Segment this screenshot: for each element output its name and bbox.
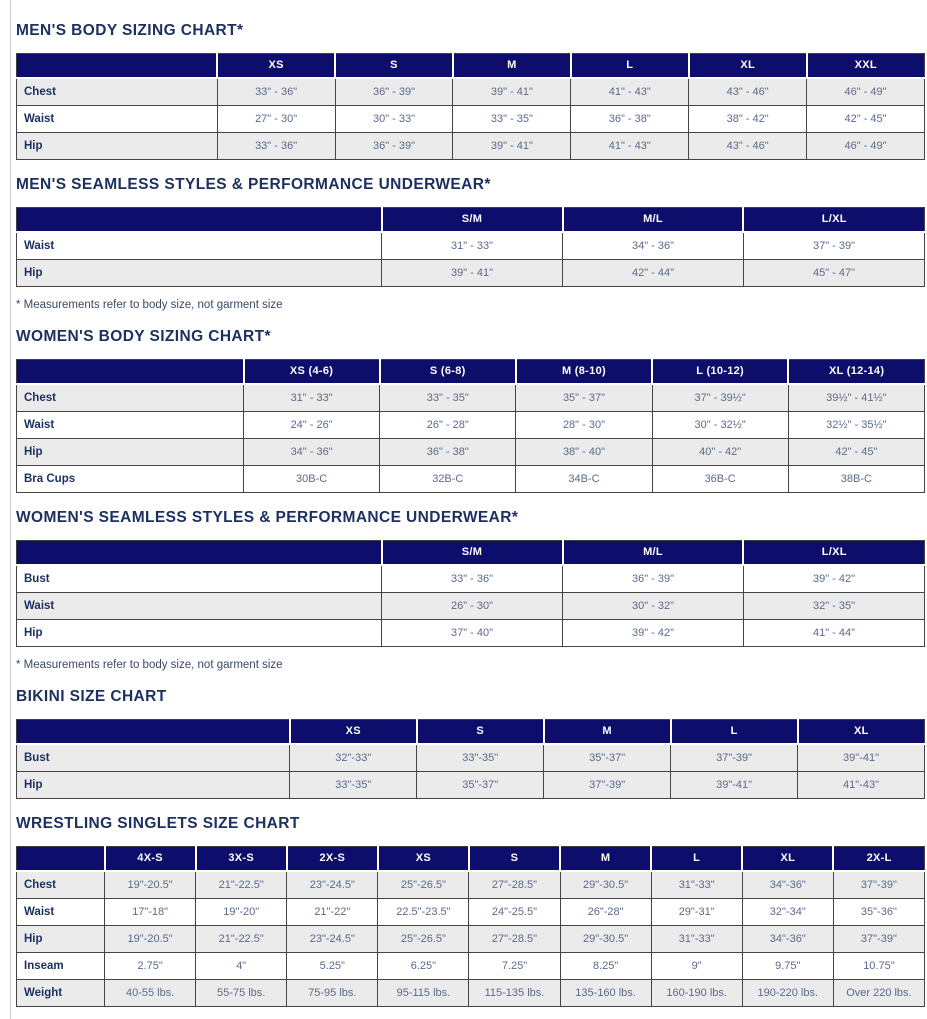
value-cell: 39" - 42" xyxy=(743,565,924,593)
column-header-cell: S/M xyxy=(382,541,563,566)
section-title: MEN'S BODY SIZING CHART* xyxy=(16,22,244,39)
value-cell: 36" - 38" xyxy=(571,106,689,133)
value-cell: 38" - 42" xyxy=(689,106,807,133)
measurement-footnote: * Measurements refer to body size, not garment size xyxy=(16,659,283,671)
section-title: WRESTLING SINGLETS SIZE CHART xyxy=(16,815,300,832)
section-womens-seamless-underwear xyxy=(16,509,925,672)
value-cell: 34" - 36" xyxy=(244,439,380,466)
value-cell: 46" - 49" xyxy=(807,78,925,106)
row-label-cell: Waist xyxy=(17,232,382,260)
value-cell: 32"-34" xyxy=(742,899,833,926)
row-label-cell: Hip xyxy=(17,620,382,647)
value-cell: 30" - 32" xyxy=(563,593,744,620)
value-cell: 43" - 46" xyxy=(689,133,807,160)
value-cell: 42" - 45" xyxy=(788,439,924,466)
column-header-cell: 2X-S xyxy=(287,847,378,872)
column-header-cell: S xyxy=(469,847,560,872)
value-cell: 6.25" xyxy=(378,953,469,980)
size-table xyxy=(16,846,925,1007)
header-row xyxy=(17,208,925,233)
value-cell: 19"-20.5" xyxy=(105,926,196,953)
corner-cell xyxy=(17,720,290,745)
table-row xyxy=(17,744,925,772)
value-cell: 95-115 lbs. xyxy=(378,980,469,1007)
value-cell: 39½" - 41½" xyxy=(788,384,924,412)
value-cell: 33" - 35" xyxy=(380,384,516,412)
value-cell: 29"-30.5" xyxy=(560,926,651,953)
value-cell: 4" xyxy=(196,953,287,980)
row-label-cell: Chest xyxy=(17,384,244,412)
value-cell: 29"-30.5" xyxy=(560,871,651,899)
value-cell: 25"-26.5" xyxy=(378,926,469,953)
value-cell: 37"-39" xyxy=(544,772,671,799)
row-label-cell: Weight xyxy=(17,980,105,1007)
value-cell: 33" - 36" xyxy=(217,78,335,106)
table-row xyxy=(17,871,925,899)
value-cell: 24" - 26" xyxy=(244,412,380,439)
column-header-cell: M/L xyxy=(563,208,744,233)
section-mens-seamless-underwear xyxy=(16,176,925,312)
size-table xyxy=(16,540,925,647)
value-cell: 35"-36" xyxy=(833,899,924,926)
row-label-cell: Hip xyxy=(17,926,105,953)
value-cell: 75-95 lbs. xyxy=(287,980,378,1007)
value-cell: 39" - 41" xyxy=(453,78,571,106)
value-cell: 40-55 lbs. xyxy=(105,980,196,1007)
value-cell: 39" - 42" xyxy=(563,620,744,647)
column-header-cell: M xyxy=(453,54,571,79)
value-cell: 45" - 47" xyxy=(743,260,924,287)
value-cell: 33" - 35" xyxy=(453,106,571,133)
header-row xyxy=(17,360,925,385)
value-cell: 21"-22.5" xyxy=(196,871,287,899)
value-cell: 37"-39" xyxy=(833,871,924,899)
value-cell: 30" - 33" xyxy=(335,106,453,133)
value-cell: 33" - 36" xyxy=(217,133,335,160)
value-cell: 41" - 44" xyxy=(743,620,924,647)
value-cell: 41"-43" xyxy=(798,772,925,799)
column-header-cell: XS (4-6) xyxy=(244,360,380,385)
value-cell: 38B-C xyxy=(788,466,924,493)
row-label-cell: Bust xyxy=(17,565,382,593)
column-header-cell: L xyxy=(571,54,689,79)
column-header-cell: XS xyxy=(290,720,417,745)
value-cell: 21"-22.5" xyxy=(196,926,287,953)
column-header-cell: XXL xyxy=(807,54,925,79)
row-label-cell: Waist xyxy=(17,412,244,439)
value-cell: 36" - 39" xyxy=(335,133,453,160)
value-cell: 40" - 42" xyxy=(652,439,788,466)
value-cell: 27" - 30" xyxy=(217,106,335,133)
row-label-cell: Chest xyxy=(17,871,105,899)
table-row xyxy=(17,260,925,287)
size-table xyxy=(16,719,925,799)
value-cell: 29"-31" xyxy=(651,899,742,926)
value-cell: 26"-28" xyxy=(560,899,651,926)
value-cell: 36B-C xyxy=(652,466,788,493)
value-cell: 37" - 39" xyxy=(743,232,924,260)
row-label-cell: Hip xyxy=(17,772,290,799)
row-label-cell: Chest xyxy=(17,78,218,106)
section-title: WOMEN'S BODY SIZING CHART* xyxy=(16,328,271,345)
table-row xyxy=(17,899,925,926)
column-header-cell: XL xyxy=(798,720,925,745)
value-cell: 55-75 lbs. xyxy=(196,980,287,1007)
value-cell: 34B-C xyxy=(516,466,652,493)
column-header-cell: XL xyxy=(689,54,807,79)
value-cell: 22.5"-23.5" xyxy=(378,899,469,926)
row-label-cell: Waist xyxy=(17,899,105,926)
value-cell: 35" - 37" xyxy=(516,384,652,412)
column-header-cell: 3X-S xyxy=(196,847,287,872)
value-cell: 33"-35" xyxy=(417,744,544,772)
value-cell: 31"-33" xyxy=(651,871,742,899)
row-label-cell: Inseam xyxy=(17,953,105,980)
page-edge-line xyxy=(10,0,11,1019)
value-cell: 39" - 41" xyxy=(453,133,571,160)
table-row xyxy=(17,926,925,953)
value-cell: 34"-36" xyxy=(742,926,833,953)
corner-cell xyxy=(17,541,382,566)
section-bikini-size xyxy=(16,688,925,799)
column-header-cell: S xyxy=(335,54,453,79)
row-label-cell: Hip xyxy=(17,260,382,287)
table-row xyxy=(17,620,925,647)
value-cell: 46" - 49" xyxy=(807,133,925,160)
header-row xyxy=(17,541,925,566)
corner-cell xyxy=(17,54,218,79)
row-label-cell: Waist xyxy=(17,106,218,133)
column-header-cell: XS xyxy=(378,847,469,872)
value-cell: 21"-22" xyxy=(287,899,378,926)
value-cell: 9" xyxy=(651,953,742,980)
value-cell: 115-135 lbs. xyxy=(469,980,560,1007)
value-cell: 30B-C xyxy=(244,466,380,493)
value-cell: Over 220 lbs. xyxy=(833,980,924,1007)
table-row xyxy=(17,772,925,799)
value-cell: 42" - 44" xyxy=(563,260,744,287)
value-cell: 36" - 39" xyxy=(335,78,453,106)
value-cell: 31" - 33" xyxy=(382,232,563,260)
column-header-cell: L (10-12) xyxy=(652,360,788,385)
column-header-cell: S/M xyxy=(382,208,563,233)
value-cell: 19"-20.5" xyxy=(105,871,196,899)
value-cell: 33" - 36" xyxy=(382,565,563,593)
row-label-cell: Bust xyxy=(17,744,290,772)
value-cell: 37"-39" xyxy=(671,744,798,772)
value-cell: 36" - 39" xyxy=(563,565,744,593)
value-cell: 34"-36" xyxy=(742,871,833,899)
table-row xyxy=(17,466,925,493)
measurement-footnote: * Measurements refer to body size, not garment size xyxy=(16,299,283,311)
column-header-cell: XL xyxy=(742,847,833,872)
corner-cell xyxy=(17,360,244,385)
section-wrestling-singlets xyxy=(16,815,925,1007)
table-row xyxy=(17,953,925,980)
value-cell: 34" - 36" xyxy=(563,232,744,260)
value-cell: 41" - 43" xyxy=(571,133,689,160)
column-header-cell: 2X-L xyxy=(833,847,924,872)
value-cell: 31"-33" xyxy=(651,926,742,953)
table-row xyxy=(17,133,925,160)
column-header-cell: L xyxy=(651,847,742,872)
value-cell: 39" - 41" xyxy=(382,260,563,287)
value-cell: 39"-41" xyxy=(671,772,798,799)
row-label-cell: Bra Cups xyxy=(17,466,244,493)
column-header-cell: L xyxy=(671,720,798,745)
section-womens-body-sizing xyxy=(16,328,925,493)
corner-cell xyxy=(17,208,382,233)
table-row xyxy=(17,565,925,593)
size-table xyxy=(16,53,925,160)
value-cell: 37" - 40" xyxy=(382,620,563,647)
value-cell: 135-160 lbs. xyxy=(560,980,651,1007)
value-cell: 17"-18" xyxy=(105,899,196,926)
value-cell: 32" - 35" xyxy=(743,593,924,620)
value-cell: 2.75" xyxy=(105,953,196,980)
header-row xyxy=(17,720,925,745)
table-row xyxy=(17,78,925,106)
row-label-cell: Waist xyxy=(17,593,382,620)
value-cell: 32½" - 35½" xyxy=(788,412,924,439)
value-cell: 38" - 40" xyxy=(516,439,652,466)
table-row xyxy=(17,412,925,439)
column-header-cell: M xyxy=(560,847,651,872)
value-cell: 9.75" xyxy=(742,953,833,980)
value-cell: 24"-25.5" xyxy=(469,899,560,926)
section-title: WOMEN'S SEAMLESS STYLES & PERFORMANCE UNDERWEAR* xyxy=(16,509,519,526)
value-cell: 27"-28.5" xyxy=(469,871,560,899)
value-cell: 28" - 30" xyxy=(516,412,652,439)
size-table xyxy=(16,359,925,493)
section-title: MEN'S SEAMLESS STYLES & PERFORMANCE UNDERWEAR* xyxy=(16,176,491,193)
value-cell: 26" - 28" xyxy=(380,412,516,439)
value-cell: 41" - 43" xyxy=(571,78,689,106)
column-header-cell: XS xyxy=(217,54,335,79)
column-header-cell: M xyxy=(544,720,671,745)
header-row xyxy=(17,54,925,79)
value-cell: 27"-28.5" xyxy=(469,926,560,953)
value-cell: 19"-20" xyxy=(196,899,287,926)
column-header-cell: S (6-8) xyxy=(380,360,516,385)
table-row xyxy=(17,980,925,1007)
column-header-cell: S xyxy=(417,720,544,745)
value-cell: 10.75" xyxy=(833,953,924,980)
column-header-cell: XL (12-14) xyxy=(788,360,924,385)
value-cell: 37"-39" xyxy=(833,926,924,953)
column-header-cell: L/XL xyxy=(743,541,924,566)
value-cell: 32"-33" xyxy=(290,744,417,772)
value-cell: 190-220 lbs. xyxy=(742,980,833,1007)
value-cell: 35"-37" xyxy=(417,772,544,799)
corner-cell xyxy=(17,847,105,872)
value-cell: 43" - 46" xyxy=(689,78,807,106)
value-cell: 36" - 38" xyxy=(380,439,516,466)
column-header-cell: M/L xyxy=(563,541,744,566)
table-row xyxy=(17,384,925,412)
row-label-cell: Hip xyxy=(17,133,218,160)
value-cell: 7.25" xyxy=(469,953,560,980)
table-row xyxy=(17,439,925,466)
column-header-cell: L/XL xyxy=(743,208,924,233)
size-table xyxy=(16,207,925,287)
value-cell: 160-190 lbs. xyxy=(651,980,742,1007)
value-cell: 32B-C xyxy=(380,466,516,493)
value-cell: 33"-35" xyxy=(290,772,417,799)
value-cell: 42" - 45" xyxy=(807,106,925,133)
column-header-cell: 4X-S xyxy=(105,847,196,872)
table-row xyxy=(17,106,925,133)
value-cell: 8.25" xyxy=(560,953,651,980)
value-cell: 31" - 33" xyxy=(244,384,380,412)
value-cell: 35"-37" xyxy=(544,744,671,772)
header-row xyxy=(17,847,925,872)
row-label-cell: Hip xyxy=(17,439,244,466)
value-cell: 23"-24.5" xyxy=(287,926,378,953)
value-cell: 23"-24.5" xyxy=(287,871,378,899)
value-cell: 25"-26.5" xyxy=(378,871,469,899)
value-cell: 37" - 39½" xyxy=(652,384,788,412)
table-row xyxy=(17,232,925,260)
value-cell: 26" - 30" xyxy=(382,593,563,620)
size-chart-sections xyxy=(16,22,925,1007)
value-cell: 39"-41" xyxy=(798,744,925,772)
value-cell: 30" - 32½" xyxy=(652,412,788,439)
section-title: BIKINI SIZE CHART xyxy=(16,688,167,705)
value-cell: 5.25" xyxy=(287,953,378,980)
section-mens-body-sizing xyxy=(16,22,925,160)
table-row xyxy=(17,593,925,620)
column-header-cell: M (8-10) xyxy=(516,360,652,385)
